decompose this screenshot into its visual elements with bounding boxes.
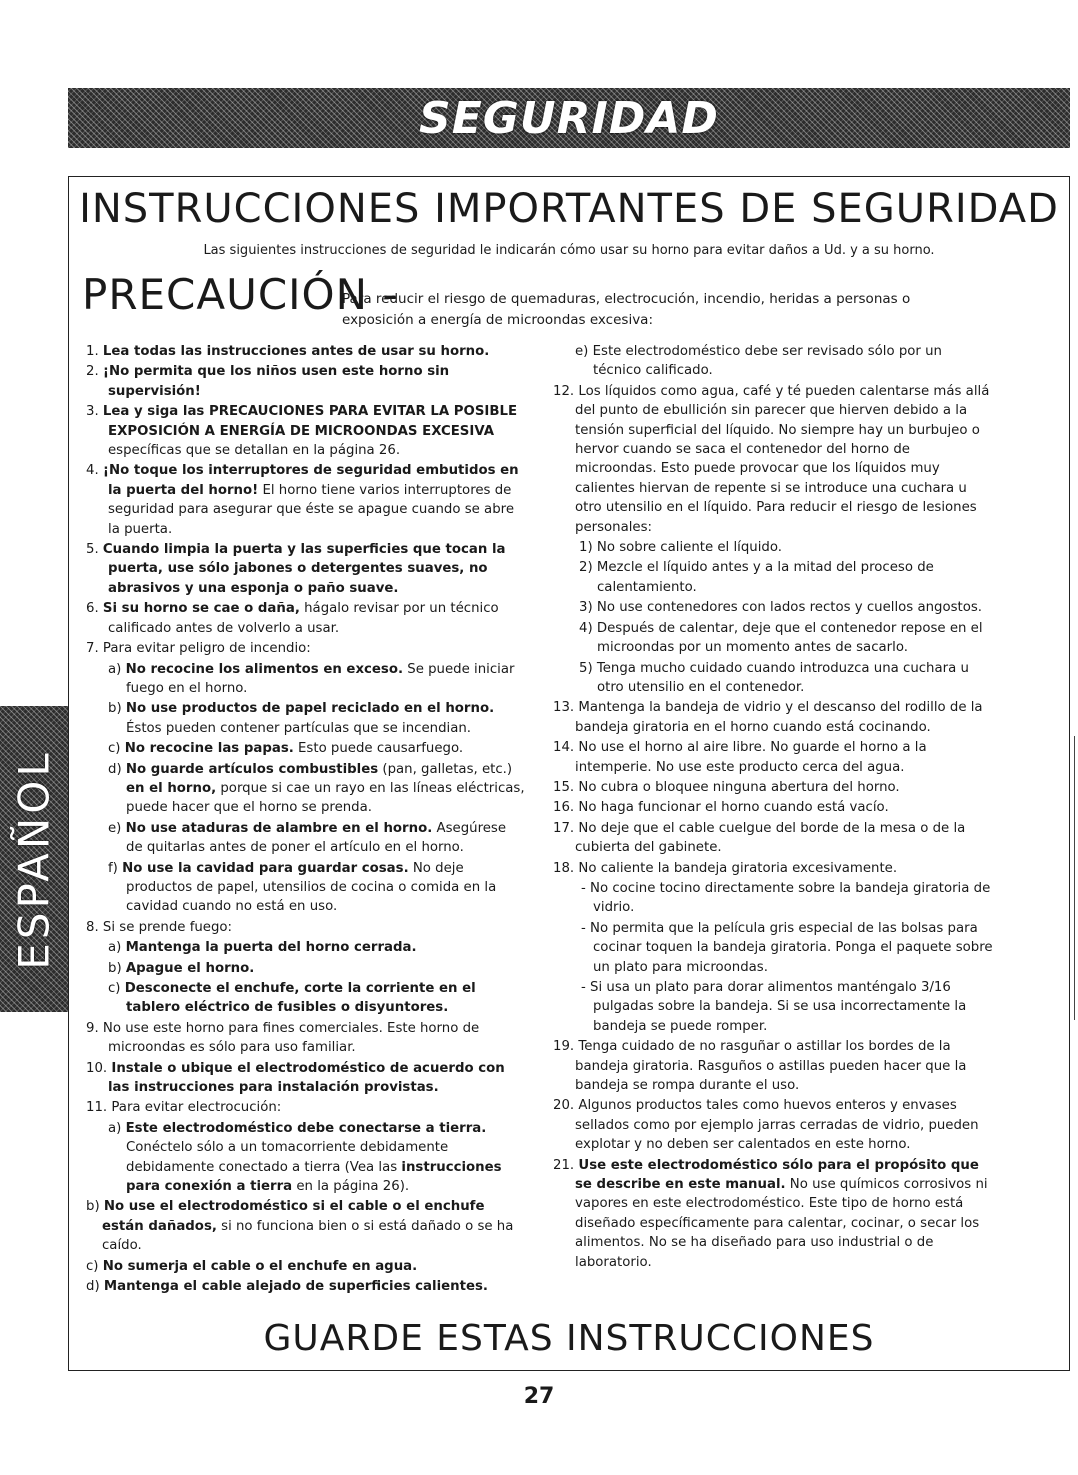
instruction-subitem: a) No recocine los alimentos en exceso. Se puede iniciar fuego en el horno. <box>108 661 515 696</box>
instruction-item: 6. Si su horno se cae o daña, hágalo revisar por un técnico calificado antes de volverlo a usar. <box>86 601 499 636</box>
instruction-subitem: - Si usa un plato para dorar alimentos manténgalo 3/16 pulgadas sobre la bandeja. Si se usa incorrectamente la bandeja se puede romper. <box>581 980 967 1034</box>
instruction-subitem: 2) Mezcle el líquido antes y a la mitad del proceso de calentamiento. <box>579 560 934 595</box>
page-number: 27 <box>523 1384 555 1409</box>
page-title: INSTRUCCIONES IMPORTANTES DE SEGURIDAD <box>79 186 1059 232</box>
instruction-item: 1. Lea todas las instrucciones antes de usar su horno. <box>86 344 490 359</box>
instruction-subitem: d) Mantenga el cable alejado de superficies calientes. <box>86 1279 488 1295</box>
instruction-item: 17. No deje que el cable cuelgue del borde de la mesa o de la cubierta del gabinete. <box>553 820 966 856</box>
instruction-subitem: 4) Después de calentar, deje que el contenedor repose en el microondas por un momento antes de sacarlo. <box>579 620 983 656</box>
instruction-item: 10. Instale o ubique el electrodoméstico de acuerdo con las instrucciones para instalación provistas. <box>86 1060 505 1096</box>
language-tab <box>0 706 68 1012</box>
instruction-subitem: a) Este electrodoméstico debe conectarse a tierra. Conéctelo sólo a un tomacorriente debidamente debidamente conectado a tierra (Vea las instrucciones para conexión a tierra en la página 26). <box>108 1120 502 1195</box>
instruction-subitem: e) Este electrodoméstico debe ser revisado sólo por un técnico calificado. <box>575 344 942 379</box>
intro-text: Las siguientes instrucciones de seguridad le indicarán cómo usar su horno para evitar daños a Ud. y a su horno. <box>203 243 935 258</box>
instruction-subitem: b) No use productos de papel reciclado en el horno. Éstos pueden contener partículas que se incendian. <box>108 701 495 736</box>
instruction-item: 2. ¡No permita que los niños usen este horno sin supervisión! <box>86 364 450 399</box>
language-tab-label: ESPAÑOL <box>9 748 59 970</box>
instruction-item: 9. No use este horno para fines comerciales. Este horno de microondas es sólo para uso familiar. <box>86 1020 480 1056</box>
section-banner <box>68 88 1070 148</box>
instruction-item: 11. Para evitar electrocución: <box>86 1100 282 1116</box>
instruction-subitem: b) No use el electrodoméstico si el cable o el enchufe están dañados, si no funciona bien o si está dañado o se ha caído. <box>86 1199 514 1254</box>
instruction-subitem: 5) Tenga mucho cuidado cuando introduzca una cuchara u otro utensilio en el contenedor. <box>579 660 969 695</box>
instruction-subitem: - No permita que la película gris especial de las bolsas para cocinar toquen la bandeja giratoria. Ponga el paquete sobre un plato para microondas. <box>581 920 993 975</box>
instruction-subitem: c) No sumerja el cable o el enchufe en agua. <box>86 1258 418 1274</box>
instruction-item: 16. No haga funcionar el horno cuando está vacío. <box>553 800 889 816</box>
instruction-item: 14. No use el horno al aire libre. No guarde el horno a la intemperie. No use este producto cerca del agua. <box>553 740 927 775</box>
instruction-item: 18. No caliente la bandeja giratoria excesivamente. <box>553 860 898 876</box>
instruction-item: 7. Para evitar peligro de incendio: <box>86 641 311 657</box>
instruction-item: 15. No cubra o bloquee ninguna abertura del horno. <box>553 779 900 795</box>
instruction-item: 3. Lea y siga las PRECAUCIONES PARA EVITAR LA POSIBLE EXPOSICIÓN A ENERGÍA DE MICROONDAS EXCESIVA específicas que se detallan en la página 26. <box>86 404 518 459</box>
instruction-subitem: 3) No use contenedores con lados rectos y cuellos angostos. <box>579 600 983 616</box>
instruction-subitem: 1) No sobre caliente el líquido. <box>579 540 782 556</box>
instruction-subitem: b) Apague el horno. <box>108 960 255 976</box>
instructions-column-right <box>553 342 993 1273</box>
instruction-item: 8. Si se prende fuego: <box>86 919 233 935</box>
instruction-item: 4. ¡No toque los interruptores de seguridad embutidos en la puerta del horno! El horno tiene varios interruptores de seguridad para asegurar que éste se apague cuando se abre la puerta. <box>86 463 519 537</box>
section-title: SEGURIDAD <box>419 92 719 144</box>
instruction-subitem: c) No recocine las papas. Esto puede causarfuego. <box>108 741 464 757</box>
instruction-item: 13. Mantenga la bandeja de vidrio y el descanso del rodillo de la bandeja giratoria en el horno cuando está cocinando. <box>553 700 983 735</box>
instruction-item: 12. Los líquidos como agua, café y té pueden calentarse más allá del punto de ebullición sin parecer que hierven debido a la tensión superficial del líquido. No siempre hay un burbujeo o hervor cuando se saca el contenedor del horno de microondas. Esto puede provocar que los líquidos muy calientes hiervan de repente si se introduce una cuchara u otro utensilio en el líquido. Para reducir el riesgo de lesiones personales: <box>553 383 990 535</box>
instruction-item: 19. Tenga cuidado de no rasguñar o astillar los bordes de la bandeja giratoria. Rasguños o astillas pueden hacer que la bandeja se rompa durante el uso. <box>553 1039 967 1094</box>
instructions-column-left <box>86 342 526 1298</box>
edge-rule <box>1074 736 1075 1020</box>
instruction-subitem: e) No use ataduras de alambre en el horno. Asegúrese de quitarlas antes de poner el artículo en el horno. <box>108 820 507 856</box>
caution-text: Para reducir el riesgo de quemaduras, electrocución, incendio, heridas a personas o exposición a energía de microondas excesiva: <box>342 291 911 328</box>
instruction-subitem: - No cocine tocino directamente sobre la bandeja giratoria de vidrio. <box>581 880 991 916</box>
instruction-subitem: c) Desconecte el enchufe, corte la corriente en el tablero eléctrico de fusibles o disyuntores. <box>108 981 476 1016</box>
instruction-item: 5. Cuando limpia la puerta y las superficies que tocan la puerta, use sólo jabones o detergentes suaves, no abrasivos y una esponja o paño suave. <box>86 542 506 596</box>
footer-title: GUARDE ESTAS INSTRUCCIONES <box>263 1318 875 1359</box>
instruction-subitem: a) Mantenga la puerta del horno cerrada. <box>108 940 417 956</box>
instruction-subitem: f) No use la cavidad para guardar cosas. No deje productos de papel, utensilios de cocina o comida en la cavidad cuando no está en uso. <box>108 860 497 915</box>
instruction-item: 21. Use este electrodoméstico sólo para el propósito que se describe en este manual. No use químicos corrosivos ni vapores en este electrodoméstico. Este tipo de horno está diseñado específicamente para calentar, cocinar, o secar los alimentos. No se ha diseñado para uso industrial o de laboratorio. <box>553 1157 988 1270</box>
instruction-subitem: d) No guarde artículos combustibles (pan, galletas, etc.) en el horno, porque si cae un rayo en las líneas eléctricas, puede hacer que el horno se prenda. <box>108 761 525 816</box>
instruction-item: 20. Algunos productos tales como huevos enteros y envases sellados como por ejemplo jarras cerradas de vidrio, pueden explotar y no deben ser calentados en este horno. <box>553 1098 979 1153</box>
caution-heading: PRECAUCIÓN - <box>82 270 399 319</box>
